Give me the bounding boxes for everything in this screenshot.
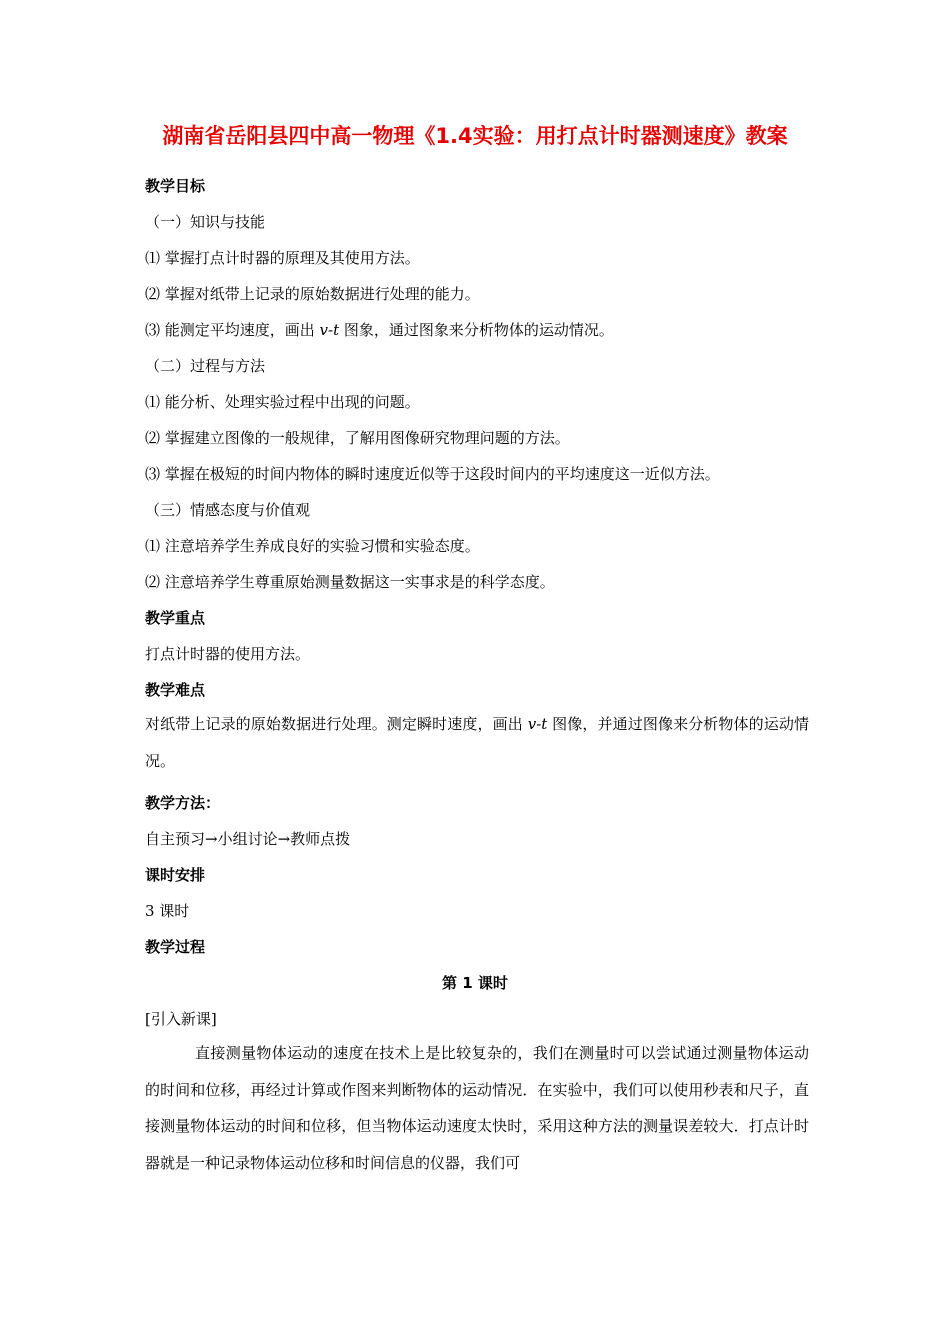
s2-item3: ⑶ 掌握在极短的时间内物体的瞬时速度近似等于这段时间内的平均速度这一近似方法。: [145, 465, 720, 483]
method-text: 自主预习→小组讨论→教师点拨: [145, 830, 351, 848]
method-heading: 教学方法：: [145, 794, 221, 812]
s1-item3: ⑶ 能测定平均速度，画出 v-t 图象，通过图象来分析物体的运动情况。: [145, 321, 614, 339]
s1-item1: ⑴ 掌握打点计时器的原理及其使用方法。: [145, 249, 420, 267]
schedule-text: 3 课时: [145, 902, 190, 920]
section3-heading: （三）情感态度与价值观: [145, 501, 311, 519]
process-heading: 教学过程: [145, 938, 206, 956]
s2-item1: ⑴ 能分析、处理实验过程中出现的问题。: [145, 393, 420, 411]
s2-item2: ⑵ 掌握建立图像的一般规律，了解用图像研究物理问题的方法。: [145, 429, 570, 447]
section2-heading: （二）过程与方法: [145, 357, 266, 375]
key-heading: 教学重点: [145, 609, 206, 627]
difficulty-heading: 教学难点: [145, 681, 206, 699]
intro-paragraph: 直接测量物体运动的速度在技术上是比较复杂的，我们在测量时可以尝试通过测量物体运动的时间和位移，再经过计算或作图来判断物体的运动情况．在实验中，我们可以使用秒表和尺子，直接测量物体运动的时间和位移，但当物体运动速度太快时，采用这种方法的测量误差较大．打点计时器就是一种记录物体运动位移和时间信息的仪器，我们可: [145, 1044, 809, 1172]
key-text: 打点计时器的使用方法。: [145, 645, 311, 663]
objectives-heading: 教学目标: [145, 177, 206, 195]
s3-item1: ⑴ 注意培养学生养成良好的实验习惯和实验态度。: [145, 537, 480, 555]
schedule-heading: 课时安排: [145, 866, 206, 884]
intro-heading: [引入新课]: [145, 1010, 217, 1028]
document-title: 湖南省岳阳县四中高一物理《1.4实验：用打点计时器测速度》教案: [162, 124, 788, 148]
s3-item2: ⑵ 注意培养学生尊重原始测量数据这一实事求是的科学态度。: [145, 573, 555, 591]
s1-item2: ⑵ 掌握对纸带上记录的原始数据进行处理的能力。: [145, 285, 480, 303]
lesson1-heading: 第 1 课时: [442, 974, 508, 992]
difficulty-text: 对纸带上记录的原始数据进行处理。测定瞬时速度，画出 v-t 图像，并通过图像来分析物体的运动情况。: [145, 715, 809, 770]
section1-heading: （一）知识与技能: [145, 213, 266, 231]
